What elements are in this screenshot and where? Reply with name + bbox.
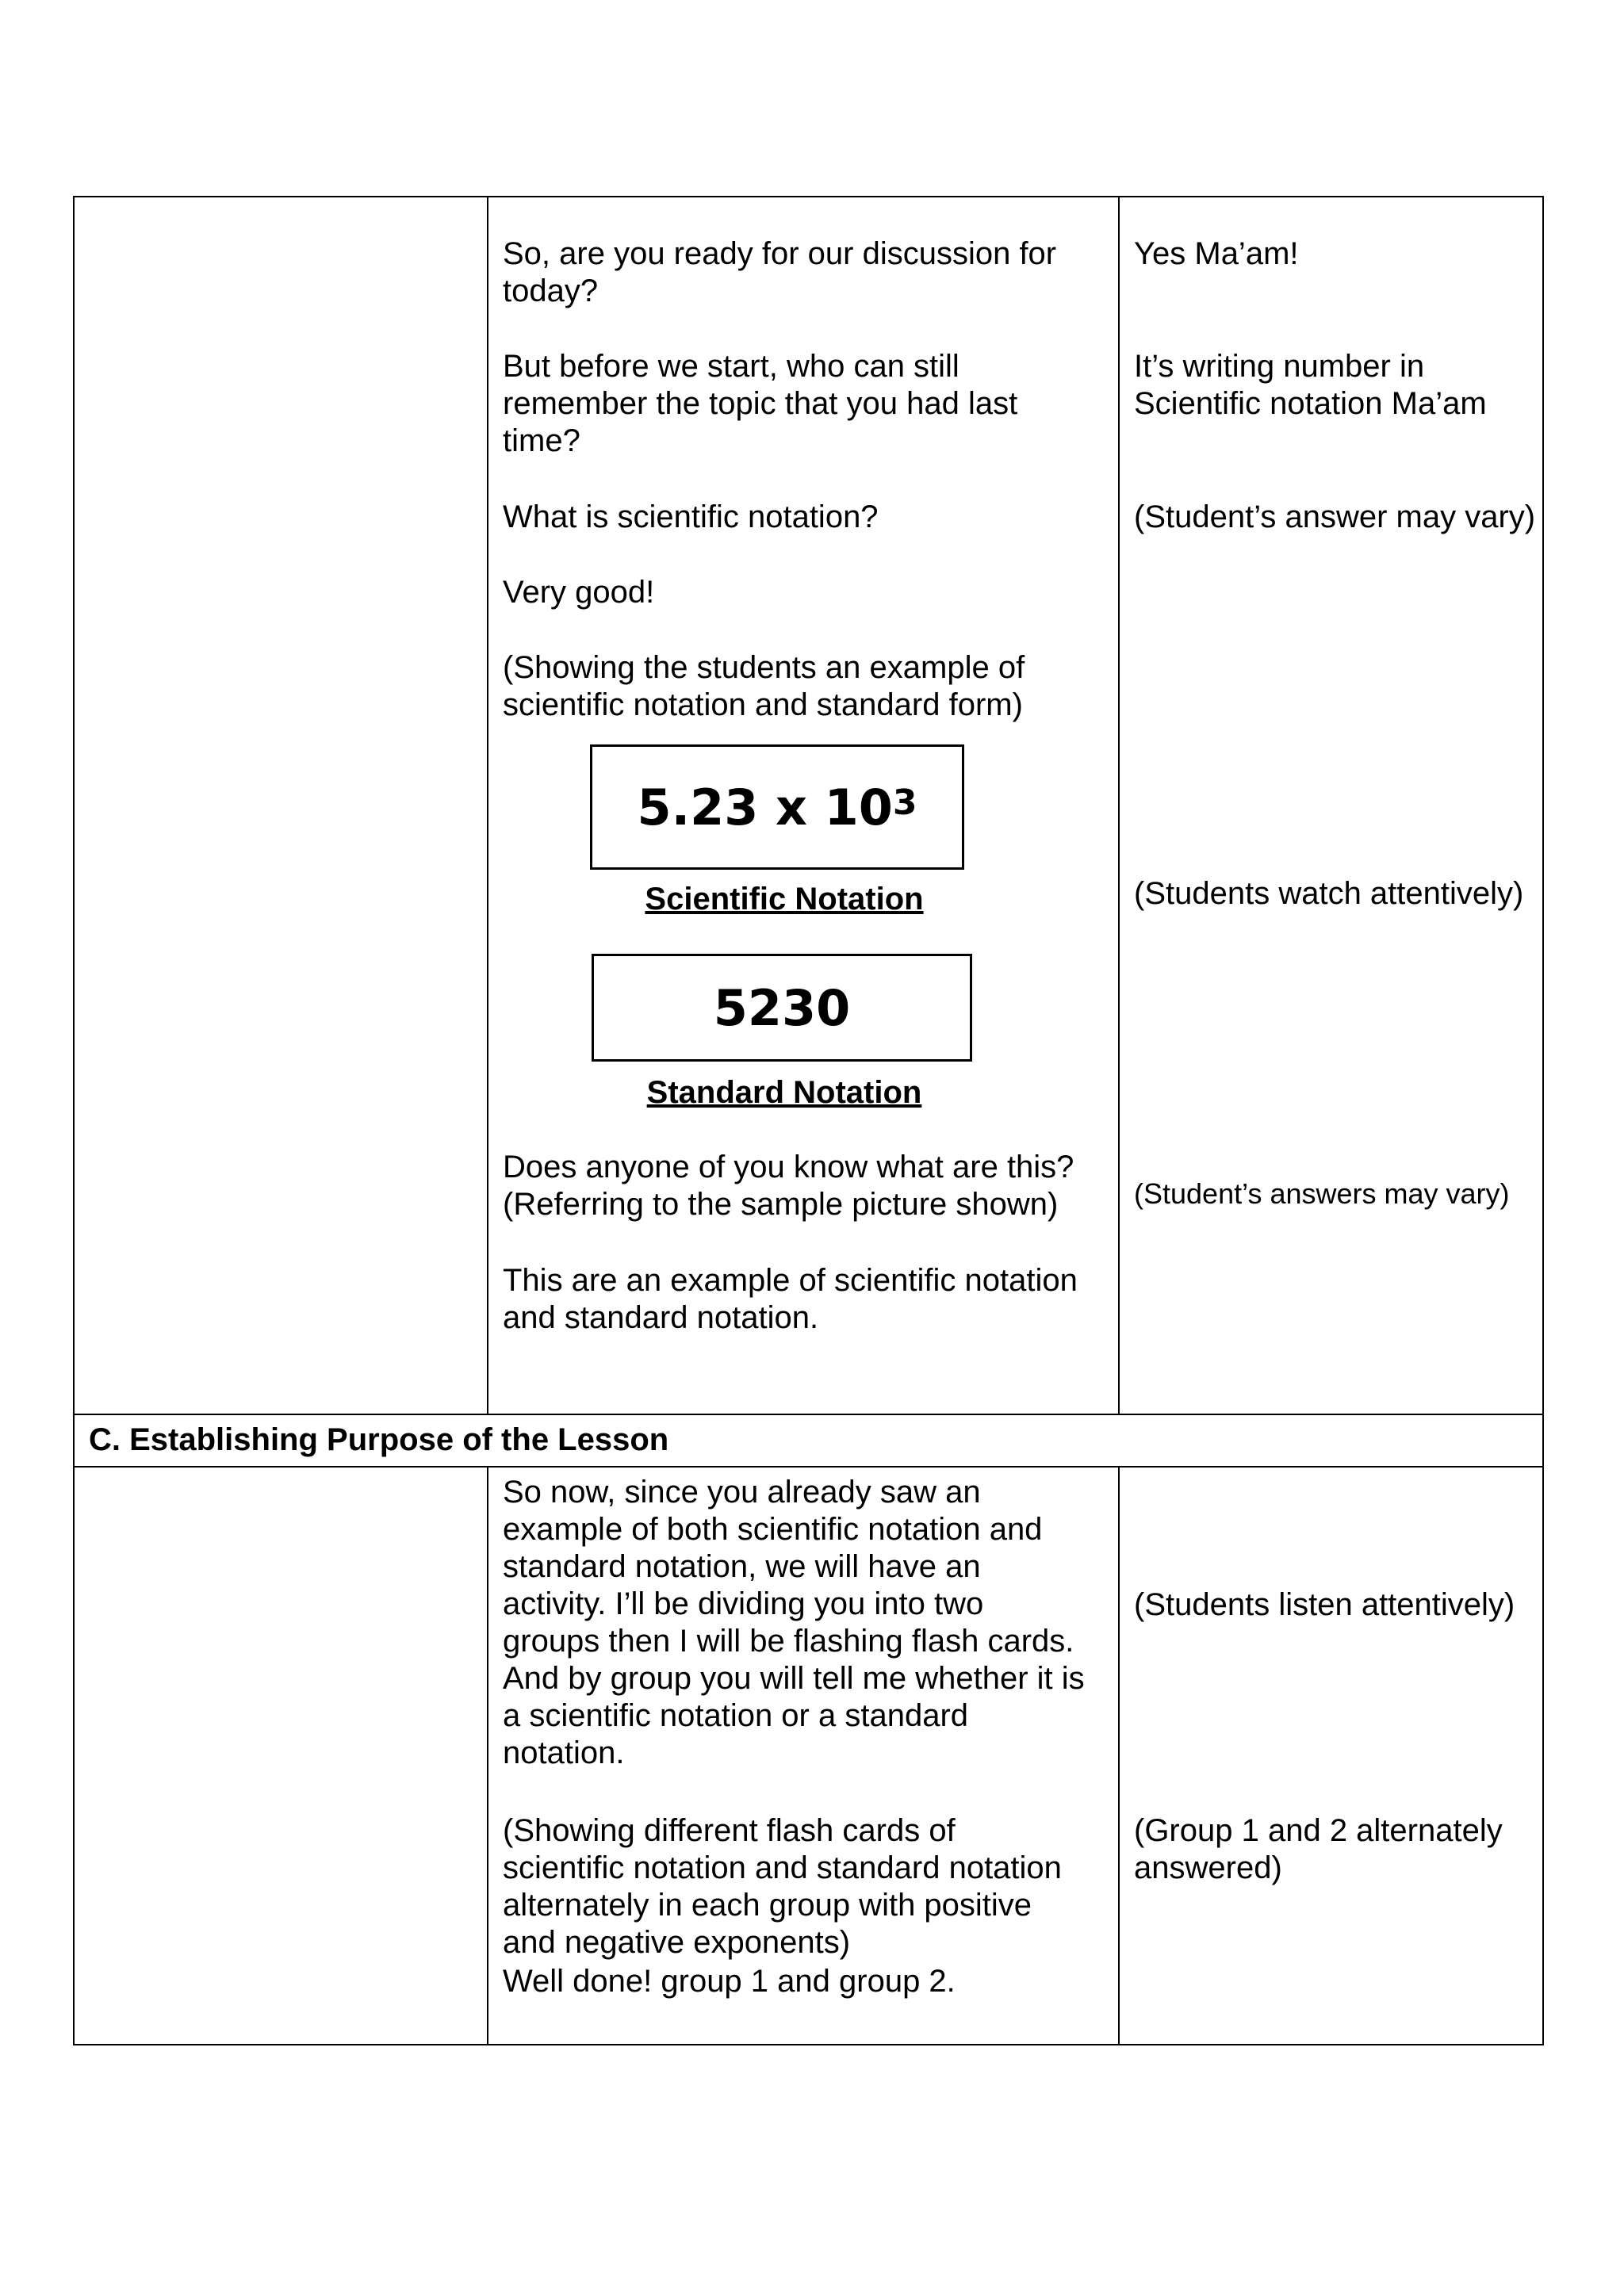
column-divider-1-lower (487, 1466, 488, 2045)
teacher-line-activity: So now, since you already saw an example of both scientific notation and standard notation, we will have an activity. I’ll be dividing you into two groups then I will be flashing flash cards. And by group you will tell me whether it is a scientific notation or a standard notation. (503, 1475, 1085, 1770)
column-divider-2-lower (1118, 1466, 1120, 2045)
student-line-watch: (Students watch attentively) (1134, 876, 1524, 911)
scientific-notation-example-box (590, 744, 964, 870)
student-line-listen: (Students listen attentively) (1134, 1587, 1515, 1622)
scientific-notation-exponent: 3 (892, 782, 917, 823)
scientific-notation-base: 5.23 x 10 (637, 778, 893, 836)
teacher-line-remember: But before we start, who can still remember the topic that you had last time? (503, 349, 1018, 458)
column-divider-1 (487, 197, 488, 1415)
row-divider-top (75, 1414, 1542, 1415)
teacher-line-ready: So, are you ready for our discussion for today? (503, 236, 1057, 308)
teacher-line-well-done: Well done! group 1 and group 2. (503, 1964, 956, 1999)
teacher-line-very-good: Very good! (503, 575, 655, 610)
student-line-answers-may-vary: (Student’s answers may vary) (1134, 1177, 1510, 1210)
column-divider-2 (1118, 197, 1120, 1415)
teacher-line-showing: (Showing the students an example of scientific notation and standard form) (503, 650, 1025, 722)
student-line-writing-number: It’s writing number in Scientific notation Ma’am (1134, 349, 1487, 421)
standard-notation-example-box (592, 954, 972, 1062)
teacher-line-this-are: This are an example of scientific notation and standard notation. (503, 1263, 1078, 1335)
lesson-plan-table (73, 196, 1544, 2045)
student-line-yes: Yes Ma’am! (1134, 236, 1299, 271)
teacher-line-does-anyone: Does anyone of you know what are this? (Referring to the sample picture shown) (503, 1150, 1074, 1222)
standard-notation-value: 5230 (713, 978, 851, 1037)
row-divider-bottom (75, 1466, 1542, 1468)
standard-notation-caption: Standard Notation (646, 1075, 922, 1110)
section-heading: C. Establishing Purpose of the Lesson (89, 1422, 669, 1457)
student-line-answer-may-vary: (Student’s answer may vary) (1134, 499, 1536, 534)
student-line-group-answered: (Group 1 and 2 alternately answered) (1134, 1813, 1503, 1885)
teacher-line-what-is: What is scientific notation? (503, 499, 879, 534)
scientific-notation-caption: Scientific Notation (645, 882, 924, 916)
teacher-line-flash-cards: (Showing different flash cards of scientific notation and standard notation alternately in each group with positive and negative exponents) (503, 1813, 1062, 1960)
